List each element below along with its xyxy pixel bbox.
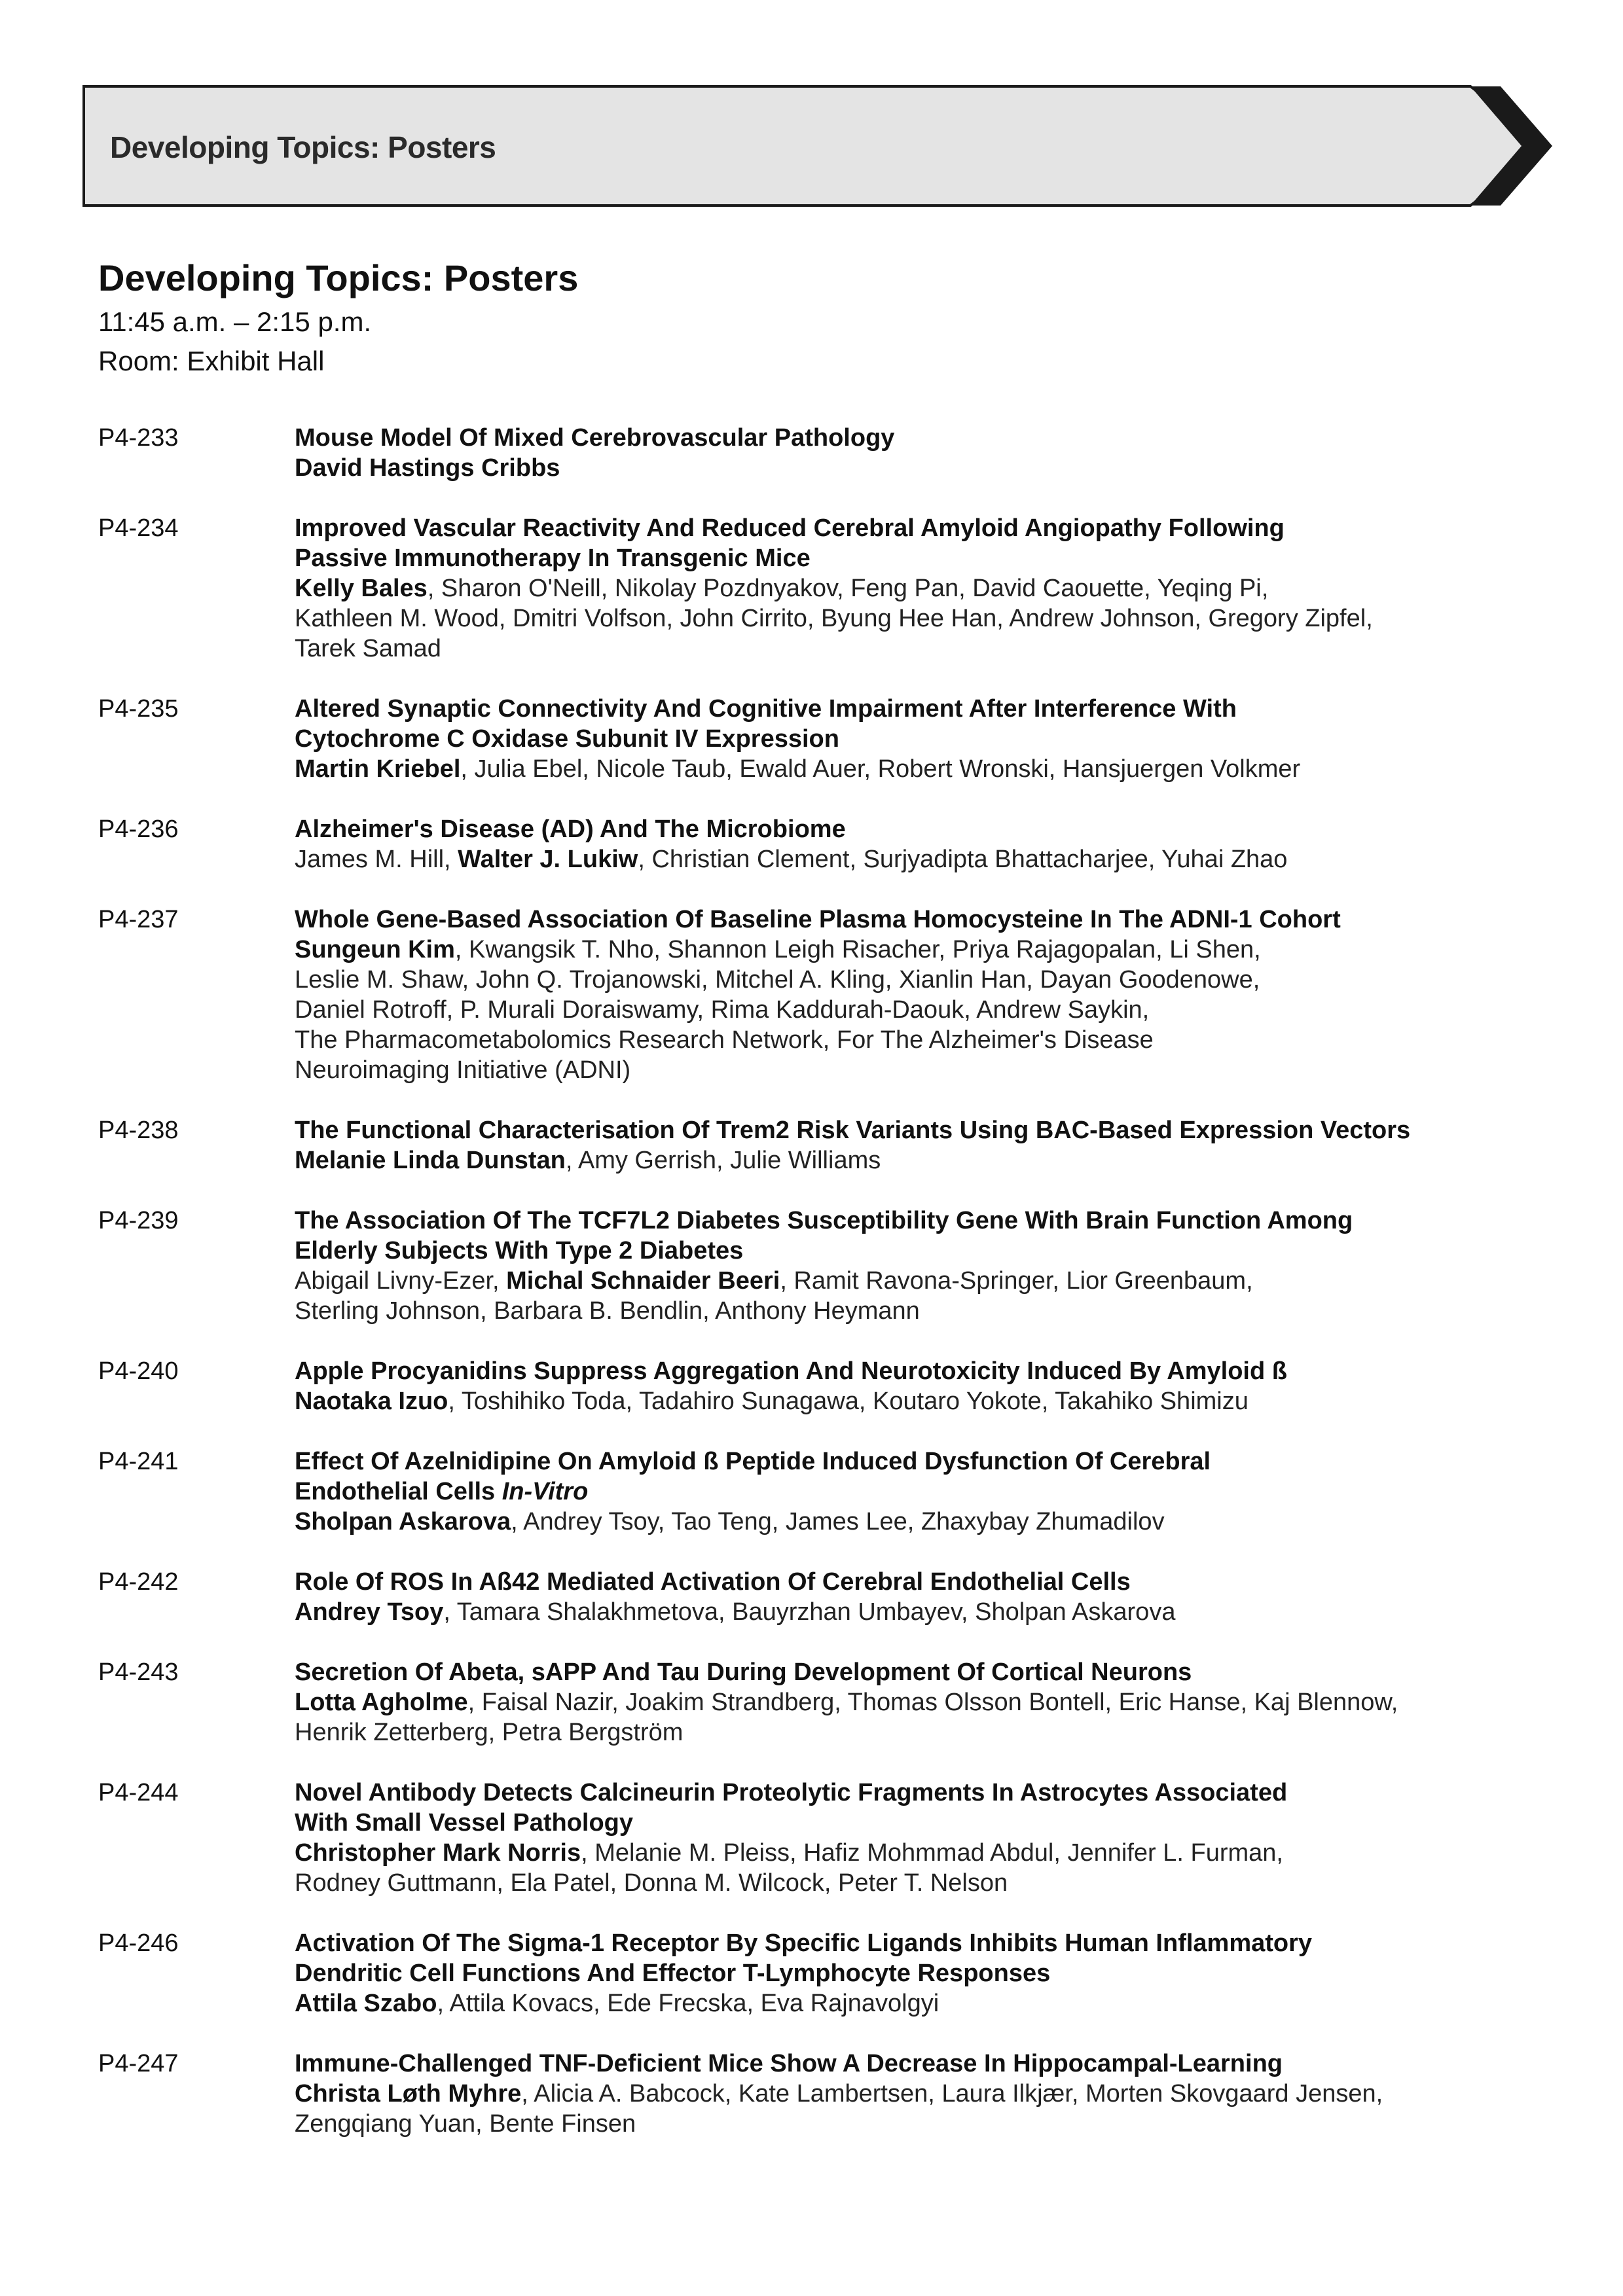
authors-before: James M. Hill, <box>295 846 458 873</box>
authors-before: Abigail Livny-Ezer, <box>295 1267 507 1295</box>
poster-authors <box>295 754 1571 784</box>
poster-entry <box>98 814 1571 874</box>
presenting-author: Kelly Bales <box>295 575 428 602</box>
poster-id: P4-246 <box>98 1929 179 1957</box>
poster-id: P4-237 <box>98 906 179 933</box>
authors-after: , Sharon O'Neill, Nikolay Pozdnyakov, Feng Pan, David Caouette, Yeqing Pi, Kathleen M. Wood, Dmitri Volfson, John Cirrito, Byung Hee Han, Andrew Johnson, Gregory Zipfel, Tarek Samad <box>295 575 1373 662</box>
poster-authors <box>295 1597 1571 1627</box>
poster-id: P4-239 <box>98 1207 179 1234</box>
poster-entry <box>98 1206 1571 1326</box>
poster-id: P4-241 <box>98 1448 179 1475</box>
authors-after: , Kwangsik T. Nho, Shannon Leigh Risacher, Priya Rajagopalan, Li Shen, Leslie M. Shaw, John Q. Trojanowski, Mitchel A. Kling, Xianlin Han, Dayan Goodenowe, Daniel Rotroff, P. Murali Doraiswamy, Rima Kaddurah-Daouk, Andrew Saykin, The Pharmacometabolomics Research Network, For The Alzheimer's Disease Neuroimaging Initiative (ADNI) <box>295 936 1261 1084</box>
poster-title-text: Activation Of The Sigma-1 Receptor By Specific Ligands Inhibits Human Inflammatory Dendritic Cell Functions And Effector T-Lymphocyte Responses <box>295 1929 1313 1987</box>
presenting-author: Walter J. Lukiw <box>458 846 638 873</box>
presenting-author: Christa Løth Myhre <box>295 2080 522 2108</box>
presenting-author: Sungeun Kim <box>295 936 455 963</box>
authors-after: , Toshihiko Toda, Tadahiro Sunagawa, Koutaro Yokote, Takahiko Shimizu <box>448 1388 1249 1415</box>
poster-body <box>295 1356 1571 1416</box>
poster-entry <box>98 1657 1571 1748</box>
poster-id: P4-244 <box>98 1779 179 1806</box>
authors-after: , Christian Clement, Surjyadipta Bhattacharjee, Yuhai Zhao <box>638 846 1288 873</box>
poster-body <box>295 423 1571 483</box>
authors-after: , Andrey Tsoy, Tao Teng, James Lee, Zhaxybay Zhumadilov <box>511 1508 1165 1535</box>
presenting-author: Michal Schnaider Beeri <box>506 1267 780 1295</box>
presenting-author: Naotaka Izuo <box>295 1388 448 1415</box>
poster-body <box>295 1567 1571 1627</box>
poster-entry <box>98 1356 1571 1416</box>
poster-body <box>295 1446 1571 1537</box>
poster-entry <box>98 513 1571 664</box>
poster-title <box>295 1657 1571 1687</box>
poster-entry <box>98 1446 1571 1537</box>
poster-id: P4-234 <box>98 514 179 542</box>
authors-after: , Alicia A. Babcock, Kate Lambertsen, Laura Ilkjær, Morten Skovgaard Jensen, Zengqiang Yuan, Bente Finsen <box>295 2080 1383 2138</box>
poster-body <box>295 814 1571 874</box>
presenting-author: Christopher Mark Norris <box>295 1839 581 1867</box>
poster-authors <box>295 1838 1571 1898</box>
presenting-author: Andrey Tsoy <box>295 1598 444 1626</box>
poster-title-text: Novel Antibody Detects Calcineurin Proteolytic Fragments In Astrocytes Associated With Small Vessel Pathology <box>295 1779 1288 1837</box>
banner-title: Developing Topics: Posters <box>110 130 496 164</box>
poster-id: P4-247 <box>98 2050 179 2077</box>
poster-title <box>295 1206 1571 1266</box>
poster-title-italic: In-Vitro <box>501 1478 589 1505</box>
poster-entry <box>98 905 1571 1085</box>
poster-id: P4-236 <box>98 816 179 843</box>
poster-authors <box>295 1507 1571 1537</box>
poster-authors <box>295 1145 1571 1175</box>
poster-authors <box>295 2079 1571 2139</box>
poster-title <box>295 1928 1571 1988</box>
poster-entry <box>98 1115 1571 1175</box>
poster-authors <box>295 844 1571 874</box>
presenting-author: Melanie Linda Dunstan <box>295 1147 566 1174</box>
poster-title-text: The Association Of The TCF7L2 Diabetes Susceptibility Gene With Brain Function Among Elderly Subjects With Type 2 Diabetes <box>295 1207 1353 1265</box>
authors-after: , Julia Ebel, Nicole Taub, Ewald Auer, Robert Wronski, Hansjuergen Volkmer <box>460 755 1301 783</box>
poster-title <box>295 905 1571 935</box>
presenting-author: Martin Kriebel <box>295 755 461 783</box>
authors-after: , Faisal Nazir, Joakim Strandberg, Thomas Olsson Bontell, Eric Hanse, Kaj Blennow, Henrik Zetterberg, Petra Bergström <box>295 1689 1398 1746</box>
authors-after: , Tamara Shalakhmetova, Bauyrzhan Umbayev, Sholpan Askarova <box>443 1598 1176 1626</box>
poster-body <box>295 513 1571 664</box>
session-title: Developing Topics: Posters <box>98 257 579 298</box>
poster-title <box>295 1115 1571 1145</box>
poster-title <box>295 2049 1571 2079</box>
poster-body <box>295 1778 1571 1898</box>
poster-title-text: Effect Of Azelnidipine On Amyloid ß Peptide Induced Dysfunction Of Cerebral Endothelial Cells <box>295 1448 1211 1505</box>
poster-entry <box>98 1778 1571 1898</box>
poster-body <box>295 1115 1571 1175</box>
poster-body <box>295 905 1571 1085</box>
session-room: Room: Exhibit Hall <box>98 346 325 376</box>
poster-title-text: Secretion Of Abeta, sAPP And Tau During Development Of Cortical Neurons <box>295 1659 1192 1686</box>
poster-id: P4-238 <box>98 1117 179 1144</box>
poster-authors <box>295 935 1571 1085</box>
authors-after: , Melanie M. Pleiss, Hafiz Mohmmad Abdul, Jennifer L. Furman, Rodney Guttmann, Ela Patel, Donna M. Wilcock, Peter T. Nelson <box>295 1839 1283 1897</box>
poster-title-text: Mouse Model Of Mixed Cerebrovascular Pathology <box>295 424 895 452</box>
poster-title-text: Immune-Challenged TNF-Deficient Mice Show A Decrease In Hippocampal-Learning <box>295 2050 1283 2077</box>
poster-title-text: Altered Synaptic Connectivity And Cognitive Impairment After Interference With Cytochrome C Oxidase Subunit IV Expression <box>295 695 1237 753</box>
presenting-author: Sholpan Askarova <box>295 1508 511 1535</box>
poster-body <box>295 1206 1571 1326</box>
poster-authors <box>295 1687 1571 1748</box>
poster-id: P4-240 <box>98 1357 179 1385</box>
poster-entry <box>98 1567 1571 1627</box>
authors-after: , Amy Gerrish, Julie Williams <box>565 1147 881 1174</box>
poster-list <box>98 423 1571 2169</box>
poster-title <box>295 1446 1571 1507</box>
session-time: 11:45 a.m. – 2:15 p.m. <box>98 306 372 337</box>
poster-entry <box>98 694 1571 784</box>
presenting-author: Attila Szabo <box>295 1990 437 2017</box>
poster-title <box>295 1567 1571 1597</box>
poster-entry <box>98 423 1571 483</box>
poster-title <box>295 1778 1571 1838</box>
poster-authors <box>295 453 1571 483</box>
poster-title-text: Role Of ROS In Aß42 Mediated Activation Of Cerebral Endothelial Cells <box>295 1568 1131 1596</box>
authors-after: , Attila Kovacs, Ede Frecska, Eva Rajnavolgyi <box>437 1990 939 2017</box>
poster-authors <box>295 1988 1571 2018</box>
poster-title <box>295 694 1571 754</box>
poster-id: P4-233 <box>98 424 179 452</box>
poster-id: P4-235 <box>98 695 179 723</box>
poster-authors <box>295 1386 1571 1416</box>
poster-body <box>295 1657 1571 1748</box>
poster-entry <box>98 1928 1571 2018</box>
poster-body <box>295 2049 1571 2139</box>
poster-title <box>295 513 1571 573</box>
presenting-author: Lotta Agholme <box>295 1689 468 1716</box>
poster-authors <box>295 573 1571 664</box>
poster-authors <box>295 1266 1571 1326</box>
presenting-author: David Hastings Cribbs <box>295 454 560 482</box>
section-banner <box>82 85 1552 207</box>
poster-body <box>295 1928 1571 2018</box>
poster-title-text: Apple Procyanidins Suppress Aggregation And Neurotoxicity Induced By Amyloid ß <box>295 1357 1287 1385</box>
poster-title <box>295 423 1571 453</box>
authors-after: , Ramit Ravona-Springer, Lior Greenbaum, Sterling Johnson, Barbara B. Bendlin, Anthony Heymann <box>295 1267 1253 1325</box>
poster-title-text: Improved Vascular Reactivity And Reduced Cerebral Amyloid Angiopathy Following Passive Immunotherapy In Transgenic Mice <box>295 514 1285 572</box>
poster-id: P4-242 <box>98 1568 179 1596</box>
poster-title-text: Whole Gene-Based Association Of Baseline Plasma Homocysteine In The ADNI-1 Cohort <box>295 906 1341 933</box>
poster-body <box>295 694 1571 784</box>
poster-title <box>295 814 1571 844</box>
poster-entry <box>98 2049 1571 2139</box>
poster-id: P4-243 <box>98 1659 179 1686</box>
poster-title-text: The Functional Characterisation Of Trem2 Risk Variants Using BAC-Based Expression Vectors <box>295 1117 1411 1144</box>
poster-title <box>295 1356 1571 1386</box>
poster-title-text: Alzheimer's Disease (AD) And The Microbiome <box>295 816 846 843</box>
